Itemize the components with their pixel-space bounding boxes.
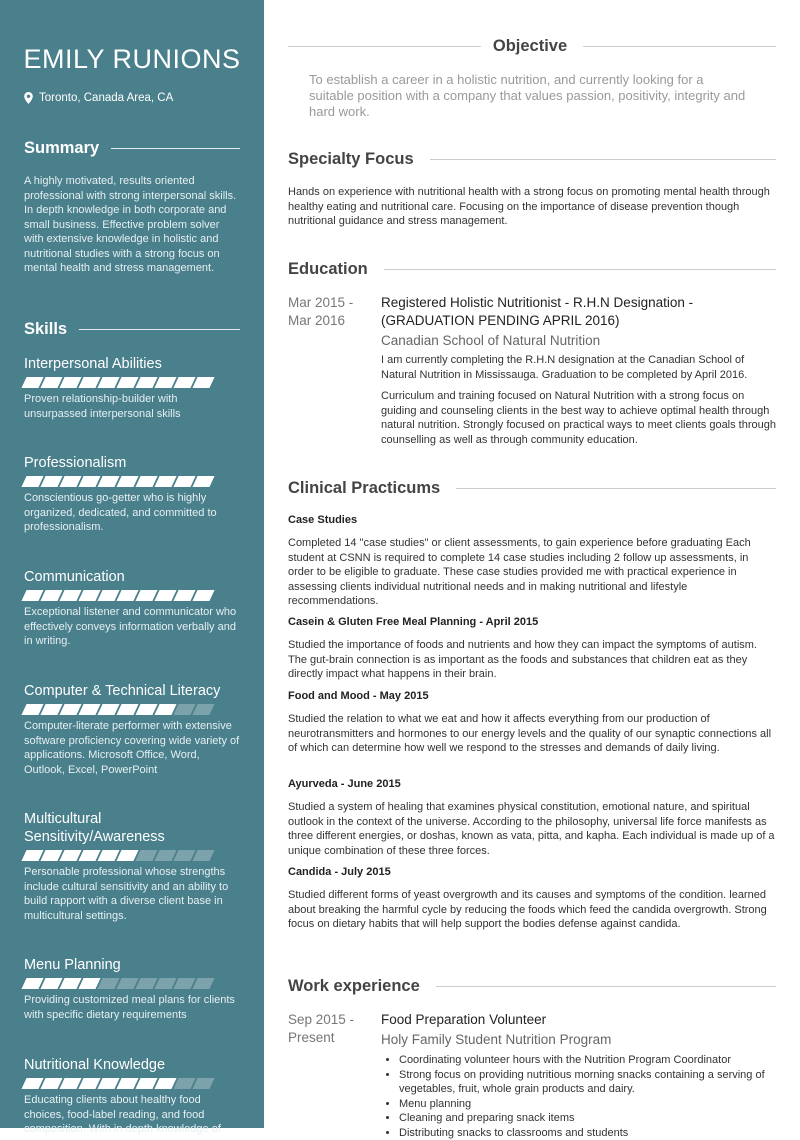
skill-level-segment — [192, 850, 214, 861]
divider — [111, 148, 240, 149]
skills-heading-label: Skills — [24, 320, 67, 339]
objective-text: To establish a career in a holistic nutrition, and currently looking for a suitable position with a company that values passion, positivity, integrity and hard work. — [309, 72, 749, 120]
skill-item — [24, 1056, 240, 1137]
skill-name: Communication — [24, 568, 240, 586]
divider — [384, 269, 776, 270]
education-school: Canadian School of Natural Nutrition — [381, 332, 776, 350]
work-title: Food Preparation Volunteer — [381, 1011, 776, 1029]
skill-description: Providing customized meal plans for clients with specific dietary requirements — [24, 993, 240, 1022]
education-date: Mar 2015 - Mar 2016 — [288, 294, 374, 330]
divider — [456, 488, 776, 489]
list-item: • Cleaning and preparing snack items — [399, 1111, 776, 1126]
list-item: • Strong focus on providing nutritious morning snacks containing a serving of vegetables, fruit, whole grain products and dairy. — [399, 1068, 776, 1097]
education-entry — [381, 294, 776, 447]
skill-name: Nutritional Knowledge — [24, 1056, 240, 1074]
divider — [288, 46, 481, 47]
specialty-text: Hands on experience with nutritional health with a strong focus on promoting mental health through healthy eating and nutritional care. Focusing on the importance of disease prevention though nutritional guidance and stress management. — [288, 185, 776, 229]
skill-item — [24, 956, 240, 1022]
education-description-1: I am currently completing the R.H.N designation at the Canadian School of Natural Nutrition in Mississauga. Graduation to be completed by April 2016. — [381, 353, 776, 382]
location — [24, 92, 173, 104]
summary-text: A highly motivated, results oriented professional with strong interpersonal skills. In depth knowledge in both corporate and small business. Effective problem solver with extensive knowledge in holistic and nutritional studies with a strong focus on mental health and stress management. — [24, 174, 242, 276]
skill-name: Multicultural Sensitivity/Awareness — [24, 810, 240, 846]
divider — [583, 46, 776, 47]
skill-level-segment — [192, 590, 214, 601]
work-date: Sep 2015 - Present — [288, 1011, 374, 1047]
skill-name: Interpersonal Abilities — [24, 355, 240, 373]
location-pin-icon — [24, 92, 33, 104]
skill-item — [24, 355, 240, 421]
skill-description: Educating clients about healthy food choices, food-label reading, and food composition. With in depth knowledge of — [24, 1093, 240, 1137]
skill-name: Computer & Technical Literacy — [24, 682, 240, 700]
skill-level-bar — [24, 704, 240, 715]
practicum-text: Studied the relation to what we eat and how it affects everything from our production of neurotransmitters and hormones to our energy levels and the quality of our synaptic connections all of which can determine how well we respond to the stresses and demands of daily living. — [288, 712, 776, 756]
practicum-title: Ayurveda - June 2015 — [288, 778, 401, 790]
clinical-heading-label: Clinical Practicums — [288, 479, 440, 498]
skill-name: Professionalism — [24, 454, 240, 472]
practicum-title: Casein & Gluten Free Meal Planning - April 2015 — [288, 616, 538, 628]
practicum-title: Candida - July 2015 — [288, 866, 391, 878]
skill-item — [24, 454, 240, 535]
location-text: Toronto, Canada Area, CA — [39, 92, 173, 104]
skill-level-segment — [192, 476, 214, 487]
practicum-title: Case Studies — [288, 514, 357, 526]
work-heading-label: Work experience — [288, 977, 420, 996]
skill-description: Conscientious go-getter who is highly organized, dedicated, and committed to professionalism. — [24, 491, 240, 535]
skill-item — [24, 810, 240, 923]
skill-item — [24, 568, 240, 649]
practicum-text: Studied a system of healing that examines physical constitution, emotional nature, and spiritual outlook in the context of the universe. According to the philosophy, universal life force manifests as three different energies, or doshas, known as vata, pitta, and kapha. Each individual is made up of a unique combination of these three forces. — [288, 800, 776, 858]
summary-heading-label: Summary — [24, 139, 99, 158]
practicum-text: Completed 14 "case studies" or client assessments, to gain experience before graduating Each student at CSNN is required to complete 14 case studies including 2 follow up assessments, in order to be eligible to graduate. These case studies provided me with practical experience in assessing clients individual nutritional needs and in making nutritional and lifestyle recommendations. — [288, 536, 776, 609]
practicum-text: Studied the importance of foods and nutrients and how they can impact the symptoms of autism. The gut-brain connection is as important as the foods and substances that children eat as they directly impact what happens in their brain. — [288, 638, 776, 682]
list-item: • Coordinating volunteer hours with the Nutrition Program Coordinator — [399, 1053, 776, 1068]
education-description-2: Curriculum and training focused on Natural Nutrition with a strong focus on guiding and counseling clients in the best way to achieve optimal health through natural nutrition. Strongly focused on practical ways to meet clients goals through counselling as well as through community education. — [381, 389, 776, 447]
objective-heading-label: Objective — [493, 37, 567, 56]
summary-heading — [24, 139, 240, 158]
work-bullets — [381, 1053, 776, 1140]
candidate-name: EMILY RUNIONS — [0, 44, 264, 75]
divider — [430, 159, 776, 160]
practicum-title: Food and Mood - May 2015 — [288, 690, 429, 702]
education-title: Registered Holistic Nutritionist - R.H.N Designation - (GRADUATION PENDING APRIL 2016) — [381, 294, 776, 330]
skill-description: Proven relationship-builder with unsurpassed interpersonal skills — [24, 392, 240, 421]
skill-level-segment — [192, 1078, 214, 1089]
specialty-heading — [288, 150, 776, 169]
education-heading — [288, 260, 776, 279]
skill-level-bar — [24, 377, 240, 388]
skill-level-segment — [192, 704, 214, 715]
objective-heading — [288, 37, 776, 56]
work-entry — [381, 1011, 776, 1140]
work-organization: Holy Family Student Nutrition Program — [381, 1031, 776, 1049]
list-item: • Distributing snacks to classrooms and students — [399, 1126, 776, 1140]
skills-heading — [24, 320, 240, 339]
practicum-text: Studied different forms of yeast overgrowth and its causes and symptoms of the condition. learned about breaking the harmful cycle by reducing the foods which feed the candida overgrowth. Strong focus on dietary habits that will help support the bodies defense against candida. — [288, 888, 776, 932]
skill-level-bar — [24, 590, 240, 601]
work-heading — [288, 977, 776, 996]
skill-description: Personable professional whose strengths include cultural sensitivity and an ability to build rapport with a diverse client base in multicultural settings. — [24, 865, 240, 923]
skill-level-segment — [192, 978, 214, 989]
skill-description: Computer-literate performer with extensive software proficiency covering wide variety of applications. Microsoft Office, Word, Outlook, Excel, PowerPoint — [24, 719, 240, 777]
specialty-heading-label: Specialty Focus — [288, 150, 414, 169]
skill-level-segment — [192, 377, 214, 388]
divider — [79, 329, 240, 330]
skill-level-bar — [24, 1078, 240, 1089]
clinical-heading — [288, 479, 776, 498]
skill-level-bar — [24, 476, 240, 487]
list-item: • Menu planning — [399, 1097, 776, 1112]
education-heading-label: Education — [288, 260, 368, 279]
skill-name: Menu Planning — [24, 956, 240, 974]
skill-level-bar — [24, 978, 240, 989]
skill-description: Exceptional listener and communicator who effectively conveys information verbally and in writing. — [24, 605, 240, 649]
skill-level-bar — [24, 850, 240, 861]
divider — [436, 986, 776, 987]
skill-item — [24, 682, 240, 777]
sidebar — [0, 0, 264, 1128]
